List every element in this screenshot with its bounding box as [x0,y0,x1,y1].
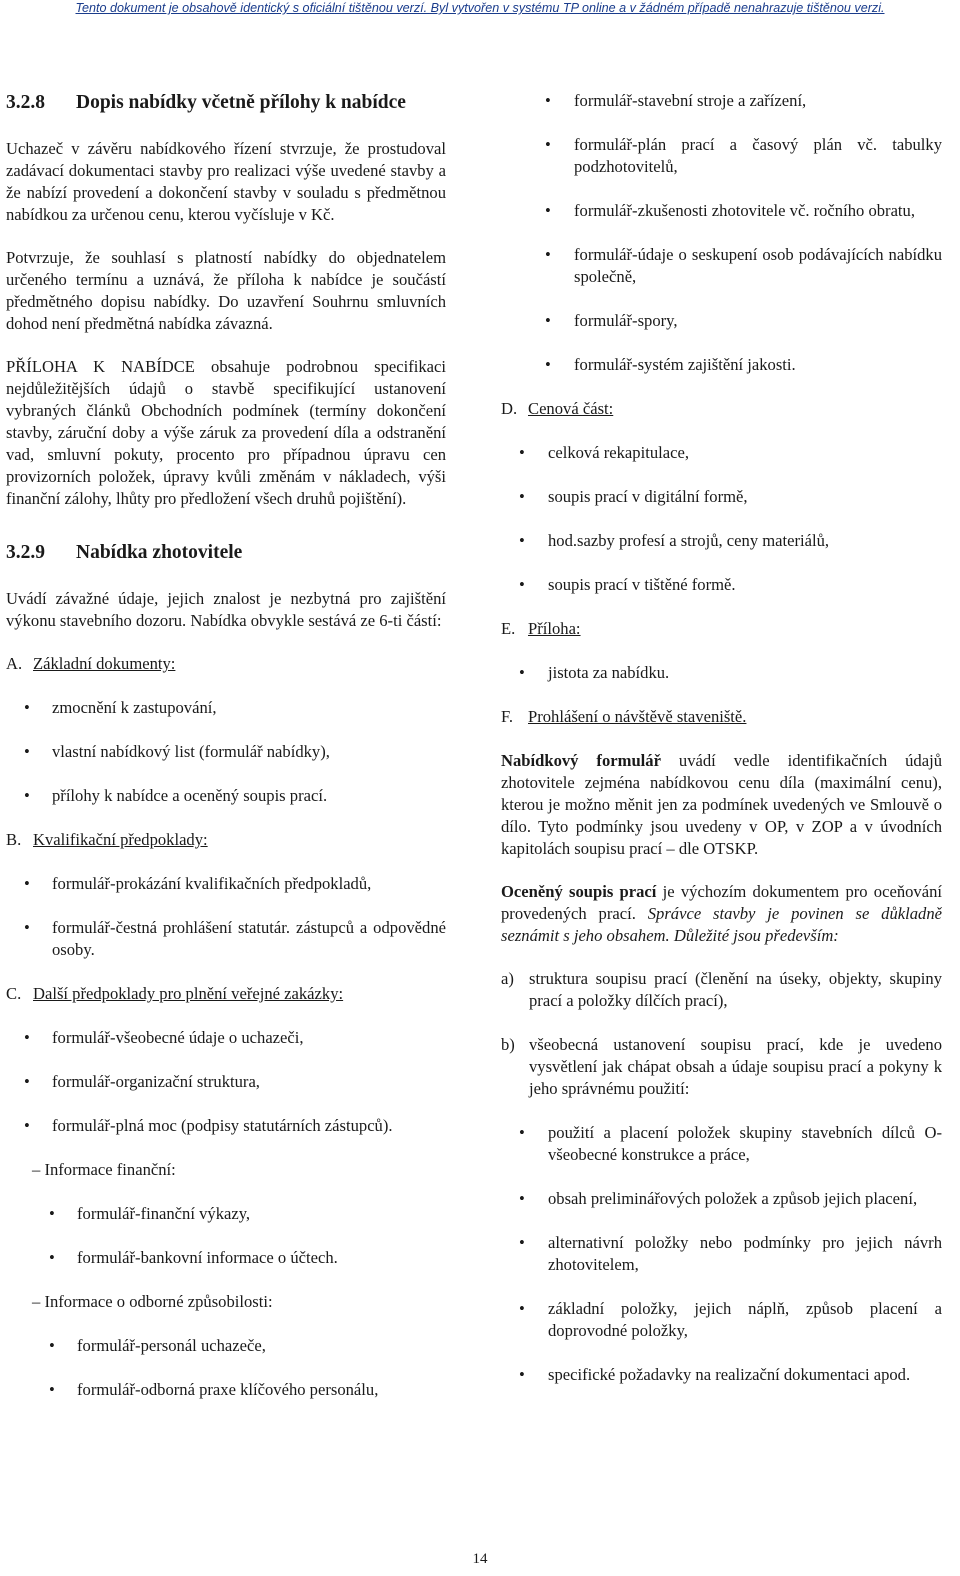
list-item: • vlastní nabídkový list (formulář nabídky), [6,741,446,763]
paragraph: Potvrzuje, že souhlasí s platností nabídky do objednatelem určeného termínu a uznává, že příloha k nabídce je součástí předmětného dopisu nabídky. Do uzavření Souhrnu smluvních dohod není předmětná nabídka závazná. [6,248,446,333]
list-item: • přílohy k nabídce a oceněný soupis prací. [6,785,446,807]
part-b-list [6,873,446,961]
list-item: • jistota za nabídku. [501,662,942,684]
list-item: • soupis prací v tištěné formě. [501,574,942,596]
part-b-heading: B. Kvalifikační předpoklady: [6,830,208,849]
list-item: • formulář-plná moc (podpisy statutárních zástupců). [6,1115,446,1137]
part-e-heading: E. Příloha: [501,619,581,638]
list-item: • soupis prací v digitální formě, [501,486,942,508]
section-heading-3-2-9: 3.2.9 Nabídka zhotovitele [6,542,243,563]
list-item: • hod.sazby profesí a strojů, ceny materiálů, [501,530,942,552]
list-item: • formulář-odborná praxe klíčového personálu, [6,1379,446,1401]
list-item: a) struktura soupisu prací (členění na úseky, objekty, skupiny prací a položky dílčích prací), [501,969,942,1010]
paragraph-offer-form: Nabídkový formulář uvádí vedle identifikačních údajů zhotovitele zejména nabídkovou cenu díla (maximální cenu), kterou je možno měnit jen za podmínek uvedených ve Smlouvě o dílo. Tyto podmínky jsou uvedeny v OP, v ZOP a v úvodních kapitolách soupisu prací – dle OTSKP. [501,751,942,858]
list-item: • formulář-údaje o seskupení osob podávajících nabídku společně, [501,244,942,288]
list-item: • formulář-stavební stroje a zařízení, [501,90,942,112]
list-item: • formulář-spory, [501,310,942,332]
list-item: • formulář-plán prací a časový plán vč. tabulky podzhotovitelů, [501,134,942,178]
list-item: • specifické požadavky na realizační dokumentaci apod. [501,1364,942,1386]
part-a-heading: A. Základní dokumenty: [6,654,176,673]
list-item: • použití a placení položek skupiny stavebních dílců O-všeobecné konstrukce a práce, [501,1122,942,1166]
list-item: b) všeobecná ustanovení soupisu prací, kde je uvedeno vysvětlení jak chápat obsah a údaje soupisu prací a pokyny k jeho správnému použití: [501,1035,942,1098]
part-f-heading: F. Prohlášení o návštěvě staveniště. [501,707,747,726]
section-heading-3-2-8: 3.2.8 Dopis nabídky včetně přílohy k nabídce [6,92,406,113]
list-item: • formulář-bankovní informace o účtech. [6,1247,446,1269]
list-item: • formulář-zkušenosti zhotovitele vč. ročního obratu, [501,200,942,222]
paragraph: PŘÍLOHA K NABÍDCE obsahuje podrobnou specifikaci nejdůležitějších údajů o stavbě specifikující ustanovení vybraných článků Obchodních podmínek (termíny dokončení stavby, záruční doby a výše záruk za provedení díla a odstranění vad, smluvní pokuty, procento pro případnou úpravu cen provizorních položek, úpravy kvůli změnám v nákladech, výši finanční zálohy, lhůty pro předložení všech druhů pojištění). [6,357,446,508]
part-d-list [501,442,942,596]
paragraph: Uchazeč v závěru nabídkového řízení stvrzuje, že prostudoval zadávací dokumentaci stavby pro realizaci výše uvedené stavby a že nabízí provedení a dokončení stavby v souladu s předmětnou nabídkou za určenou cenu, kterou vyčísluje v Kč. [6,139,446,224]
general-provisions-list [501,1122,942,1386]
financial-info-list [6,1203,446,1269]
part-e-list [501,662,942,684]
left-column [6,90,446,1423]
part-c-continued-list [501,90,942,376]
paragraph: Uvádí závažné údaje, jejich znalost je nezbytná pro zajištění výkonu stavebního dozoru. Nabídka obvykle sestává ze 6-ti částí: [6,589,446,630]
list-item: • alternativní položky nebo podmínky pro jejich návrh zhotovitelem, [501,1232,942,1276]
professional-info-list [6,1335,446,1401]
list-item: • formulář-finanční výkazy, [6,1203,446,1225]
priced-bill-points [501,968,942,1100]
part-a-list [6,697,446,807]
professional-info-heading: – Informace o odborné způsobilosti: [32,1292,273,1311]
paragraph-priced-bill: Oceněný soupis prací je výchozím dokumentem pro oceňování provedených prací. Správce stavby je povinen se důkladně seznámit s jeho obsahem. Důležité jsou především: [501,882,943,945]
list-item: • formulář-všeobecné údaje o uchazeči, [6,1027,446,1049]
list-item: • formulář-personál uchazeče, [6,1335,446,1357]
list-item: • obsah preliminářových položek a způsob jejich placení, [501,1188,942,1210]
list-item: • formulář-prokázání kvalifikačních předpokladů, [6,873,446,895]
list-item: • formulář-čestná prohlášení statutár. zástupců a odpovědné osoby. [6,917,446,961]
right-column [501,90,942,1408]
list-item: • základní položky, jejich náplň, způsob placení a doprovodné položky, [501,1298,942,1342]
page-number: 14 [472,1551,488,1567]
official-version-notice: Tento dokument je obsahově identický s oficiální tištěnou verzí. Byl vytvořen v systému TP online a v žádném případě nenahrazuje tištěnou verzi. [75,1,885,15]
list-item: • formulář-systém zajištění jakosti. [501,354,942,376]
part-d-heading: D. Cenová část: [501,399,614,418]
part-c-list [6,1027,446,1137]
financial-info-heading: – Informace finanční: [32,1160,176,1179]
list-item: • zmocnění k zastupování, [6,697,446,719]
list-item: • celková rekapitulace, [501,442,942,464]
part-c-heading: C. Další předpoklady pro plnění veřejné zakázky: [6,984,344,1003]
list-item: • formulář-organizační struktura, [6,1071,446,1093]
